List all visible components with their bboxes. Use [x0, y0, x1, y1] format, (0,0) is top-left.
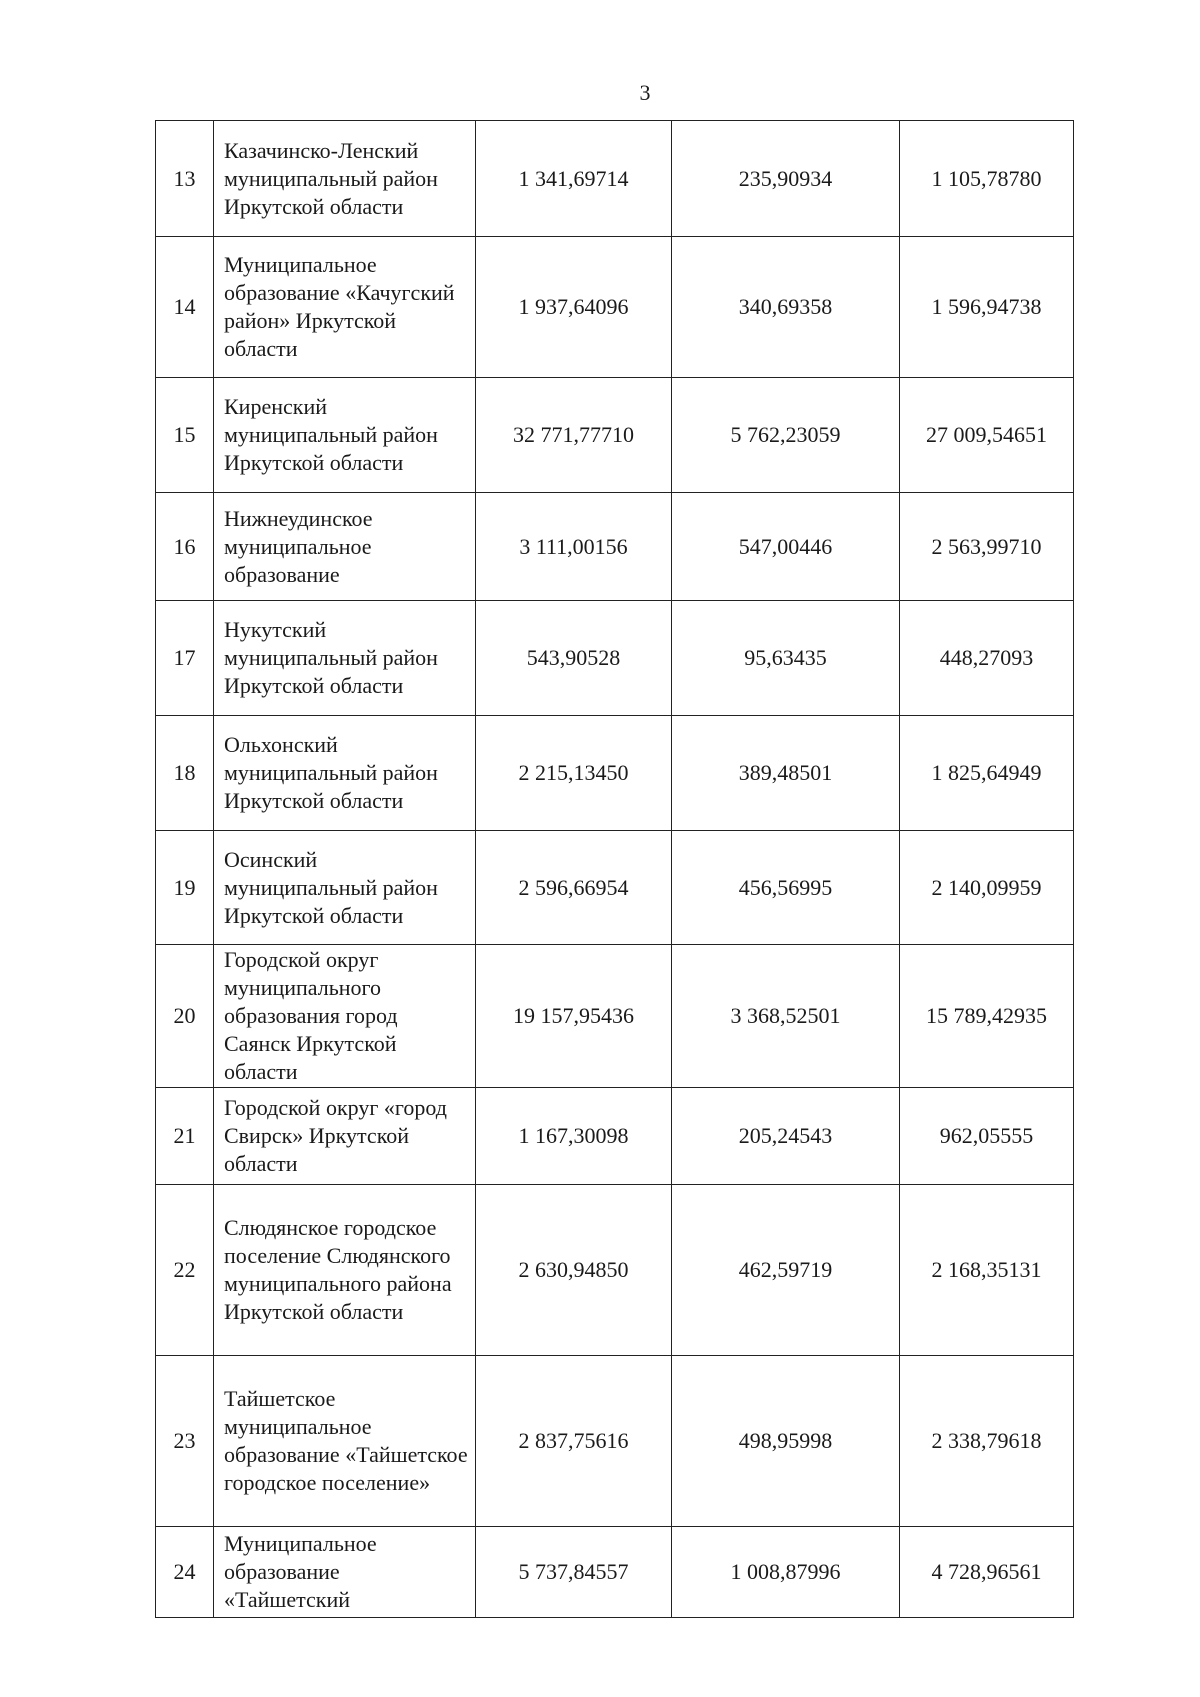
value-regional: 340,69358: [672, 237, 900, 378]
value-federal: 2 168,35131: [900, 1185, 1074, 1356]
value-total: 32 771,77710: [476, 378, 672, 493]
value-federal: 962,05555: [900, 1088, 1074, 1185]
value-federal: 2 338,79618: [900, 1356, 1074, 1527]
table-row: [156, 1527, 1074, 1618]
value-federal: 1 105,78780: [900, 121, 1074, 237]
table-row: [156, 237, 1074, 378]
value-regional: 547,00446: [672, 493, 900, 601]
municipality-name: Осинский муниципальный район Иркутской области: [214, 831, 476, 945]
value-total: 2 630,94850: [476, 1185, 672, 1356]
row-number: 14: [156, 237, 214, 378]
municipality-name: Муниципальное образование «Качугский район» Иркутской области: [214, 237, 476, 378]
table-row: [156, 378, 1074, 493]
table-row: [156, 121, 1074, 237]
municipality-name: Казачинско-Ленский муниципальный район Иркутской области: [214, 121, 476, 237]
row-number: 23: [156, 1356, 214, 1527]
value-total: 1 341,69714: [476, 121, 672, 237]
row-number: 15: [156, 378, 214, 493]
value-federal: 27 009,54651: [900, 378, 1074, 493]
value-total: 2 596,66954: [476, 831, 672, 945]
value-total: 2 837,75616: [476, 1356, 672, 1527]
value-federal: 1 825,64949: [900, 716, 1074, 831]
value-federal: 2 563,99710: [900, 493, 1074, 601]
value-regional: 235,90934: [672, 121, 900, 237]
value-regional: 3 368,52501: [672, 945, 900, 1088]
value-regional: 205,24543: [672, 1088, 900, 1185]
value-federal: 15 789,42935: [900, 945, 1074, 1088]
municipality-name: Тайшетское муниципальное образование «Тайшетское городское поселение»: [214, 1356, 476, 1527]
value-regional: 456,56995: [672, 831, 900, 945]
page-number: 3: [639, 80, 651, 105]
row-number: 17: [156, 601, 214, 716]
value-regional: 498,95998: [672, 1356, 900, 1527]
value-regional: 389,48501: [672, 716, 900, 831]
municipality-name: Киренский муниципальный район Иркутской области: [214, 378, 476, 493]
row-number: 18: [156, 716, 214, 831]
row-number: 19: [156, 831, 214, 945]
table-row: [156, 1185, 1074, 1356]
value-total: 5 737,84557: [476, 1527, 672, 1618]
row-number: 13: [156, 121, 214, 237]
municipality-name: Городской округ «город Свирск» Иркутской области: [214, 1088, 476, 1185]
row-number: 24: [156, 1527, 214, 1618]
value-total: 1 937,64096: [476, 237, 672, 378]
table-row: [156, 716, 1074, 831]
municipality-name: Нукутский муниципальный район Иркутской области: [214, 601, 476, 716]
value-regional: 5 762,23059: [672, 378, 900, 493]
municipality-name: Городской округ муниципального образования город Саянск Иркутской области: [214, 945, 476, 1088]
municipality-name: Муниципальное образование «Тайшетский: [214, 1527, 476, 1618]
municipality-name: Слюдянское городское поселение Слюдянского муниципального района Иркутской области: [214, 1185, 476, 1356]
row-number: 16: [156, 493, 214, 601]
row-number: 22: [156, 1185, 214, 1356]
value-regional: 1 008,87996: [672, 1527, 900, 1618]
value-regional: 95,63435: [672, 601, 900, 716]
table-row: [156, 945, 1074, 1088]
value-regional: 462,59719: [672, 1185, 900, 1356]
value-total: 2 215,13450: [476, 716, 672, 831]
municipality-name: Нижнеудинское муниципальное образование: [214, 493, 476, 601]
table-row: [156, 1356, 1074, 1527]
value-total: 543,90528: [476, 601, 672, 716]
value-federal: 2 140,09959: [900, 831, 1074, 945]
value-total: 3 111,00156: [476, 493, 672, 601]
value-federal: 448,27093: [900, 601, 1074, 716]
value-total: 1 167,30098: [476, 1088, 672, 1185]
row-number: 21: [156, 1088, 214, 1185]
allocation-table: [155, 120, 1074, 1618]
table-row: [156, 1088, 1074, 1185]
table-row: [156, 601, 1074, 716]
table-row: [156, 493, 1074, 601]
row-number: 20: [156, 945, 214, 1088]
value-federal: 1 596,94738: [900, 237, 1074, 378]
value-total: 19 157,95436: [476, 945, 672, 1088]
table-row: [156, 831, 1074, 945]
value-federal: 4 728,96561: [900, 1527, 1074, 1618]
municipality-name: Ольхонский муниципальный район Иркутской области: [214, 716, 476, 831]
